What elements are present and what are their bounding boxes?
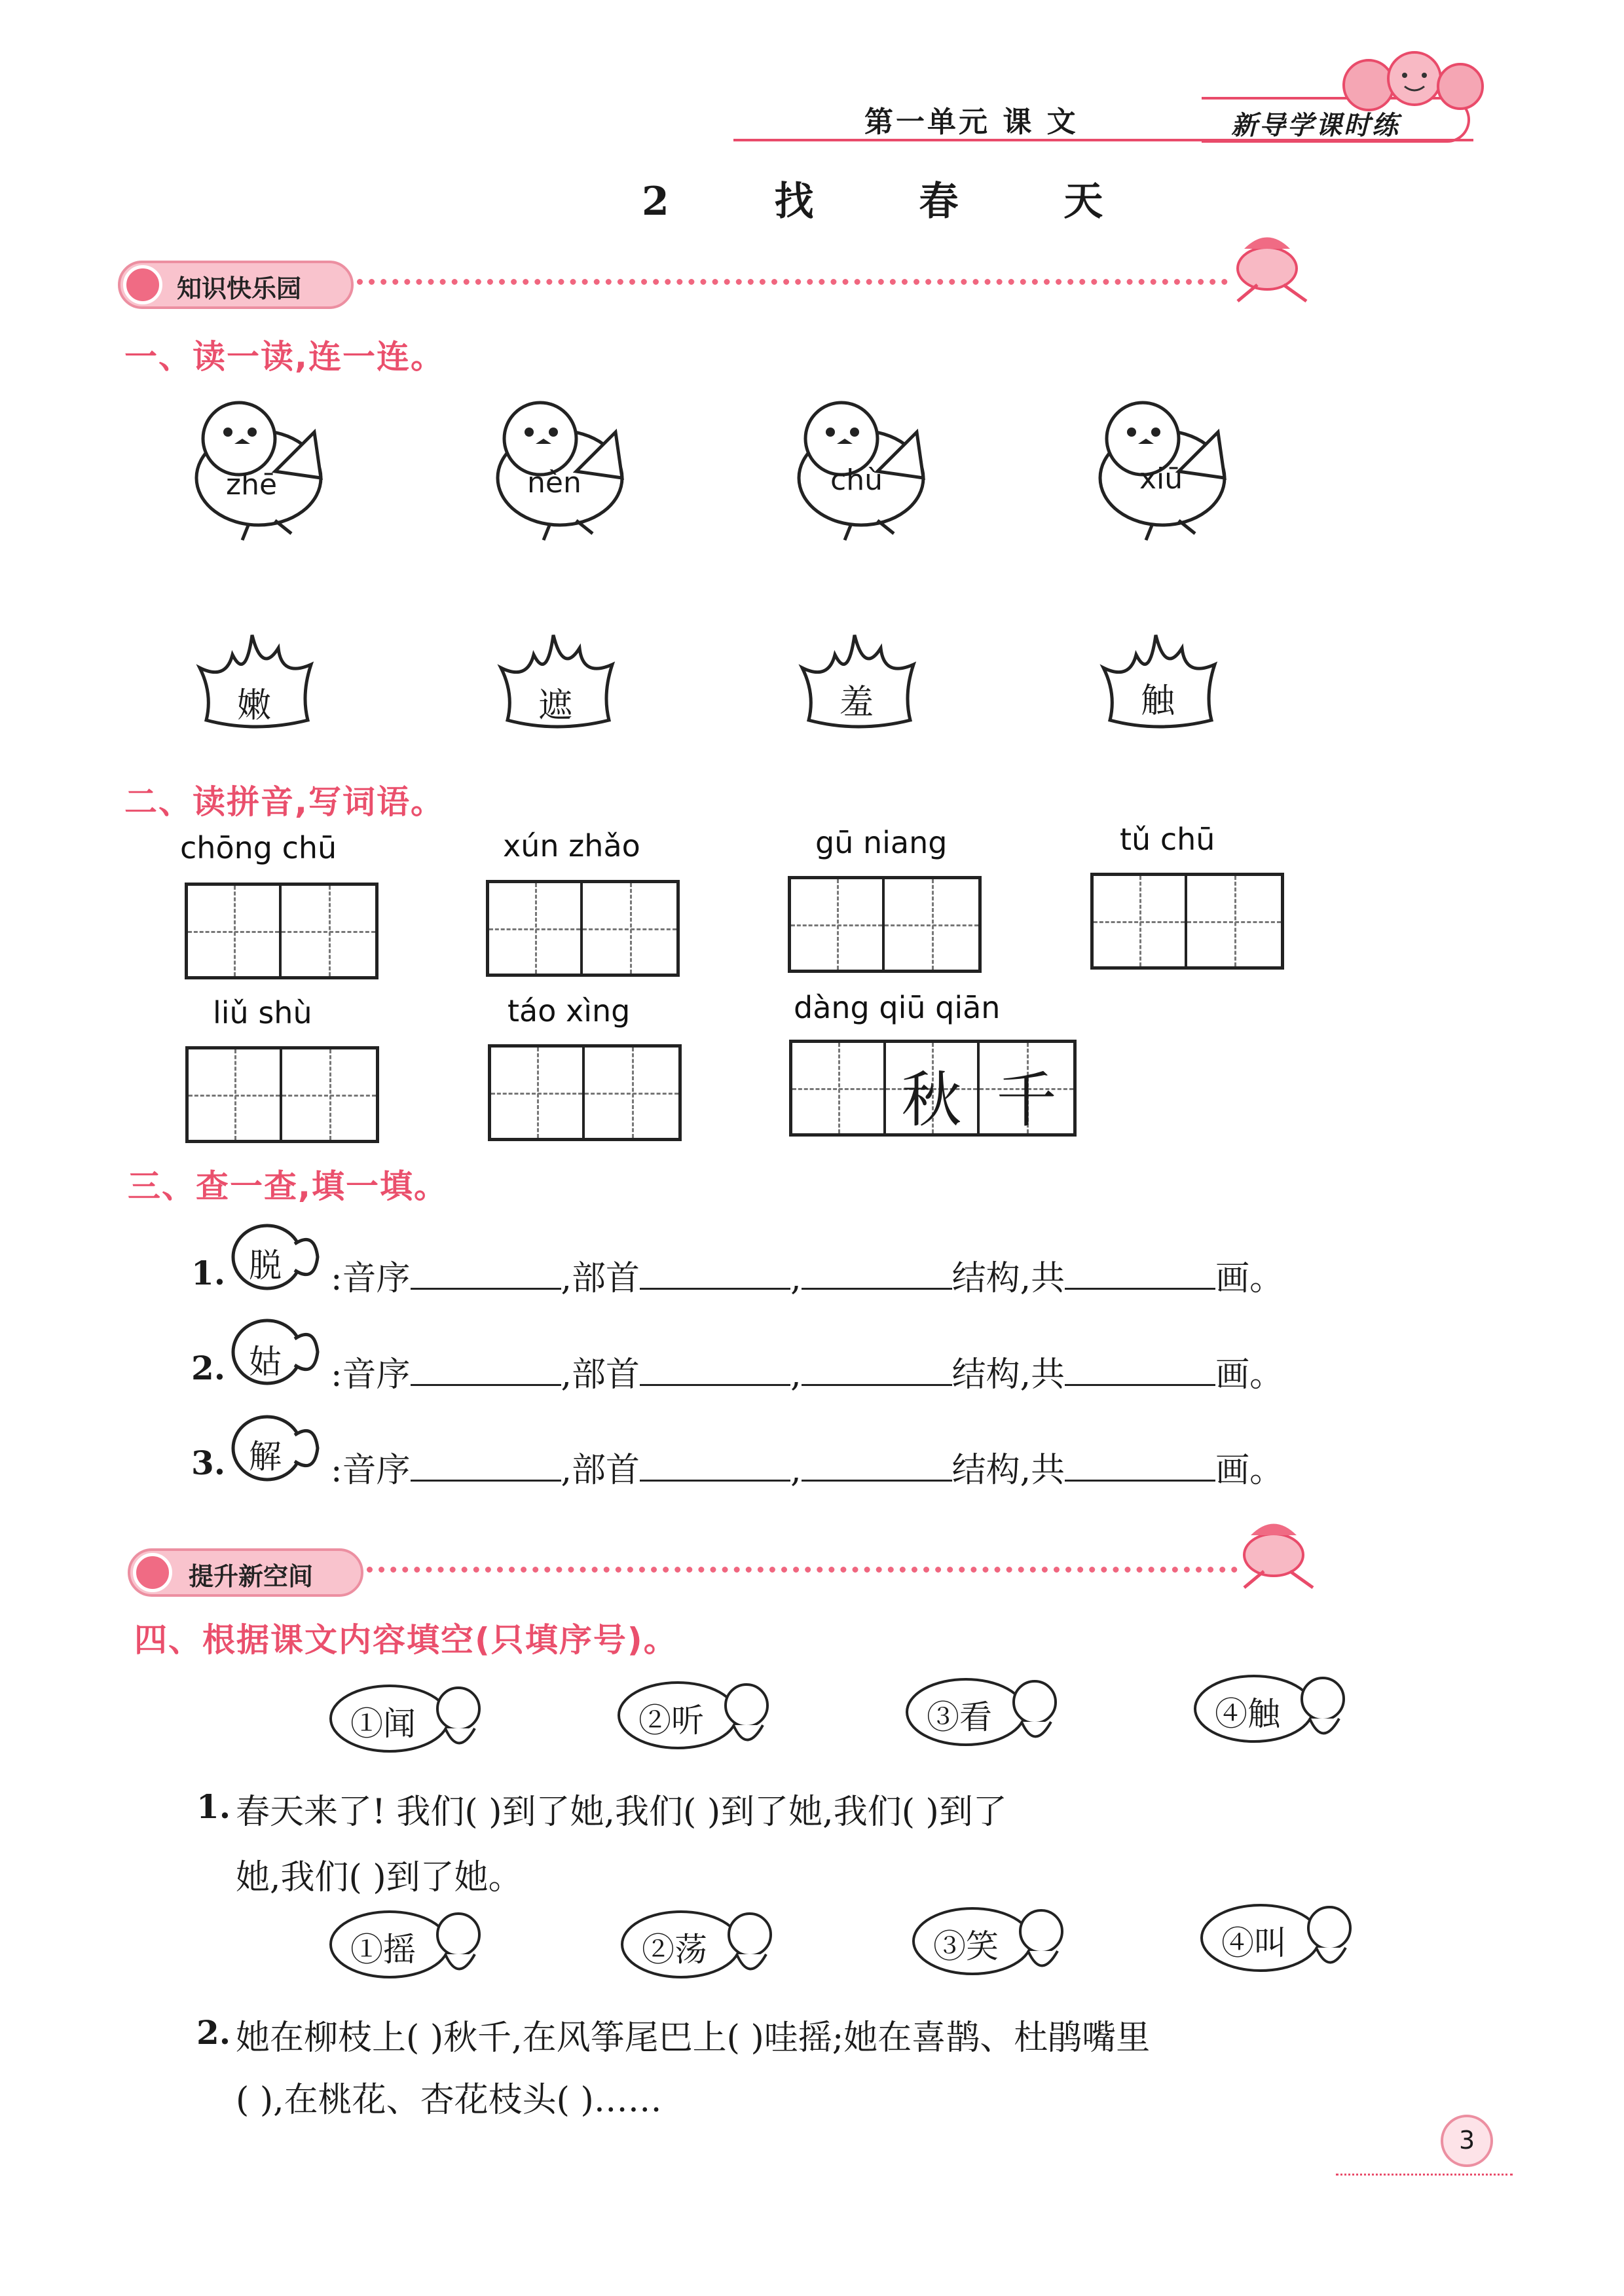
bird-decoration-icon bbox=[1225, 1509, 1323, 1594]
option-label: ③笑 bbox=[933, 1927, 999, 1965]
writing-grid[interactable] bbox=[1090, 873, 1284, 970]
chick-pinyin: chù bbox=[830, 464, 883, 497]
page-title: 2 找 春 天 bbox=[642, 179, 1149, 225]
answer-blank[interactable] bbox=[802, 1360, 952, 1386]
answer-blank[interactable] bbox=[411, 1264, 561, 1290]
grid-cell[interactable] bbox=[188, 886, 282, 976]
fish-char: 解 bbox=[249, 1438, 282, 1476]
answer-blank[interactable] bbox=[411, 1360, 561, 1386]
writing-grid[interactable] bbox=[488, 1044, 682, 1141]
word-pinyin: liǔ shù bbox=[213, 995, 312, 1030]
grid-cell[interactable] bbox=[792, 1043, 886, 1133]
option-label: ③看 bbox=[927, 1698, 992, 1736]
word-pinyin: táo xìng bbox=[507, 993, 631, 1029]
header-unit: 第一单元 课 文 bbox=[864, 105, 1079, 139]
option-label: ②荡 bbox=[642, 1931, 707, 1969]
answer-blank[interactable] bbox=[640, 1264, 790, 1290]
grid-cell[interactable] bbox=[585, 1048, 678, 1138]
grid-cell[interactable] bbox=[282, 1049, 376, 1140]
grid-cell[interactable] bbox=[791, 879, 885, 970]
answer-blank[interactable] bbox=[1065, 1360, 1215, 1386]
option-label: ②听 bbox=[638, 1702, 704, 1740]
chick-pinyin: nèn bbox=[527, 466, 581, 500]
word-pinyin: gū niang bbox=[815, 825, 948, 860]
footer-rule bbox=[1336, 2174, 1513, 2176]
fill-line: :音序 ,部首 , 结构,共 画。 bbox=[331, 1355, 1284, 1394]
fish-char: 脱 bbox=[249, 1247, 282, 1285]
option-label: ④触 bbox=[1215, 1695, 1280, 1733]
leaf-char: 羞 bbox=[840, 683, 874, 722]
answer-blank[interactable] bbox=[802, 1455, 952, 1482]
q2-heading: 二、读拼音,写词语。 bbox=[124, 783, 445, 821]
cartoon-kids-icon bbox=[1323, 46, 1493, 118]
writing-grid[interactable] bbox=[185, 1046, 379, 1143]
sentence-line: ( ),在桃花、杏花枝头( )…… bbox=[236, 2081, 662, 2120]
grid-cell[interactable] bbox=[980, 1043, 1073, 1133]
grid-cell[interactable] bbox=[189, 1049, 282, 1140]
writing-grid[interactable] bbox=[486, 880, 680, 977]
section-label-2: 提升新空间 bbox=[189, 1562, 314, 1591]
answer-blank[interactable] bbox=[802, 1264, 952, 1290]
writing-grid[interactable] bbox=[788, 876, 982, 973]
answer-blank[interactable] bbox=[411, 1455, 561, 1482]
item-number: 1. bbox=[196, 1787, 231, 1826]
writing-grid[interactable] bbox=[789, 1040, 1077, 1137]
option-label: ①闻 bbox=[350, 1705, 416, 1743]
fill-line: :音序 ,部首 , 结构,共 画。 bbox=[331, 1259, 1284, 1298]
grid-cell[interactable] bbox=[489, 883, 583, 974]
grid-cell[interactable] bbox=[886, 1043, 980, 1133]
section-label-1: 知识快乐园 bbox=[177, 274, 302, 303]
header-book-title: 新导学课时练 bbox=[1231, 110, 1400, 141]
grid-cell[interactable] bbox=[491, 1048, 585, 1138]
banner-bullet-icon bbox=[133, 1553, 172, 1592]
item-number: 3. bbox=[191, 1444, 226, 1482]
leaf-char: 触 bbox=[1141, 682, 1175, 721]
q4-heading: 四、根据课文内容填空(只填序号)。 bbox=[134, 1621, 678, 1659]
item-number: 2. bbox=[191, 1349, 226, 1387]
word-pinyin: xún zhǎo bbox=[503, 828, 640, 864]
word-pinyin: dàng qiū qiān bbox=[794, 990, 1001, 1025]
sentence-line: 她,我们( )到了她。 bbox=[236, 1858, 523, 1897]
dotted-divider bbox=[357, 279, 1228, 285]
option-label: ④叫 bbox=[1221, 1924, 1287, 1962]
grid-cell[interactable] bbox=[885, 879, 978, 970]
chick-pinyin: xiū bbox=[1139, 462, 1183, 496]
word-pinyin: chōng chū bbox=[180, 830, 337, 866]
leaf-char: 遮 bbox=[538, 686, 573, 725]
word-pinyin: tǔ chū bbox=[1120, 822, 1215, 857]
item-number: 2. bbox=[196, 2013, 231, 2052]
fill-line: :音序 ,部首 , 结构,共 画。 bbox=[331, 1451, 1284, 1490]
sentence-line: 春天来了! 我们( )到了她,我们( )到了她,我们( )到了 bbox=[236, 1793, 1007, 1832]
bird-decoration-icon bbox=[1218, 223, 1316, 308]
grid-char: 秋 bbox=[901, 1065, 962, 1135]
answer-blank[interactable] bbox=[1065, 1455, 1215, 1482]
answer-blank[interactable] bbox=[640, 1455, 790, 1482]
page-number: 3 bbox=[1459, 2126, 1475, 2155]
q1-heading: 一、读一读,连一连。 bbox=[124, 338, 445, 376]
leaf-char: 嫩 bbox=[237, 686, 272, 725]
q3-heading: 三、查一查,填一填。 bbox=[128, 1167, 448, 1205]
banner-bullet-icon bbox=[123, 265, 162, 304]
chick-pinyin: zhē bbox=[226, 468, 278, 501]
grid-char: 千 bbox=[996, 1065, 1057, 1135]
grid-cell[interactable] bbox=[583, 883, 676, 974]
grid-cell[interactable] bbox=[1187, 876, 1281, 966]
fish-char: 姑 bbox=[249, 1343, 282, 1381]
answer-blank[interactable] bbox=[640, 1360, 790, 1386]
writing-grid[interactable] bbox=[185, 883, 378, 979]
grid-cell[interactable] bbox=[1094, 876, 1187, 966]
grid-cell[interactable] bbox=[282, 886, 375, 976]
sentence-line: 她在柳枝上( )秋千,在风筝尾巴上( )哇摇;她在喜鹊、杜鹃嘴里 bbox=[236, 2018, 1151, 2058]
item-number: 1. bbox=[191, 1254, 226, 1292]
answer-blank[interactable] bbox=[1065, 1264, 1215, 1290]
dotted-divider bbox=[367, 1567, 1238, 1573]
option-label: ①摇 bbox=[350, 1931, 416, 1969]
